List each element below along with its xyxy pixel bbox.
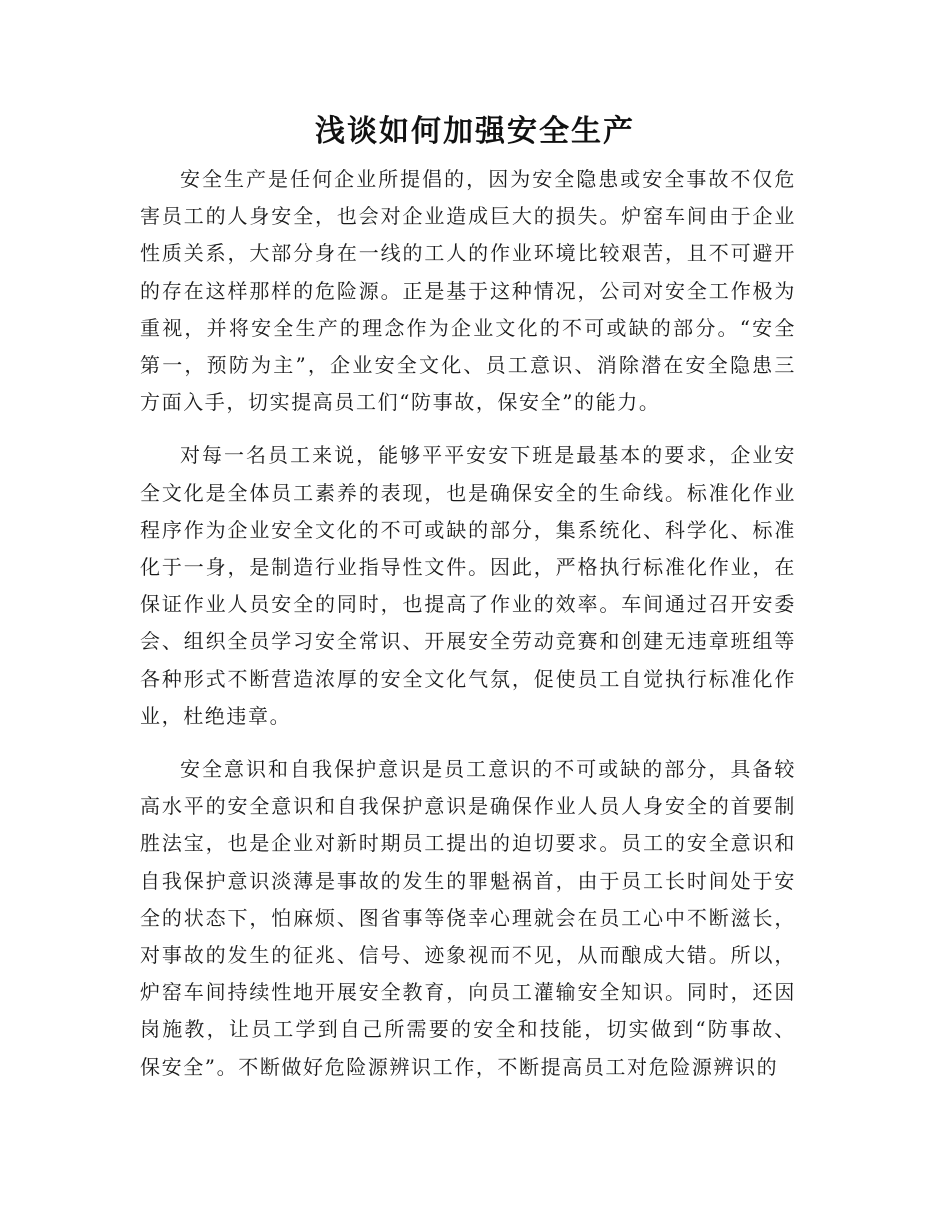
paragraph-3: 安全意识和自我保护意识是员工意识的不可或缺的部分，具备较高水平的安全意识和自我保护意识是确保作业人员人身安全的首要制胜法宝，也是企业对新时期员工提出的迫切要求。员工的安全意识和自我保护意识淡薄是事故的发生的罪魁祸首，由于员工长时间处于安全的状态下，怕麻烦、图省事等侥幸心理就会在员工心中不断滋长，对事故的发生的征兆、信号、迹象视而不见，从而酿成大错。所以，炉窑车间持续性地开展安全教育，向员工灌输安全知识。同时，还因岗施教，让员工学到自己所需要的安全和技能，切实做到“防事故、保安全”。不断做好危险源辨识工作，不断提高员工对危险源辨识的 bbox=[140, 757, 796, 1079]
document-body bbox=[140, 161, 796, 1086]
paragraph-2: 对每一名员工来说，能够平平安安下班是最基本的要求，企业安全文化是全体员工素养的表现，也是确保安全的生命线。标准化作业程序作为企业安全文化的不可或缺的部分，集系统化、科学化、标准化于一身，是制造行业指导性文件。因此，严格执行标准化作业，在保证作业人员安全的同时，也提高了作业的效率。车间通过召开安委会、组织全员学习安全常识、开展安全劳动竞赛和创建无违章班组等各种形式不断营造浓厚的安全文化气氛，促使员工自觉执行标准化作业，杜绝违章。 bbox=[140, 443, 796, 728]
paragraph-1: 安全生产是任何企业所提倡的，因为安全隐患或安全事故不仅危害员工的人身安全，也会对企业造成巨大的损失。炉窑车间由于企业性质关系，大部分身在一线的工人的作业环境比较艰苦，且不可避开的存在这样那样的危险源。正是基于这种情况，公司对安全工作极为重视，并将安全生产的理念作为企业文化的不可或缺的部分。“安全第一，预防为主”，企业安全文化、员工意识、消除潜在安全隐患三方面入手，切实提高员工们“防事故，保安全”的能力。 bbox=[140, 167, 796, 415]
document-title: 浅谈如何加强安全生产 bbox=[315, 114, 635, 149]
